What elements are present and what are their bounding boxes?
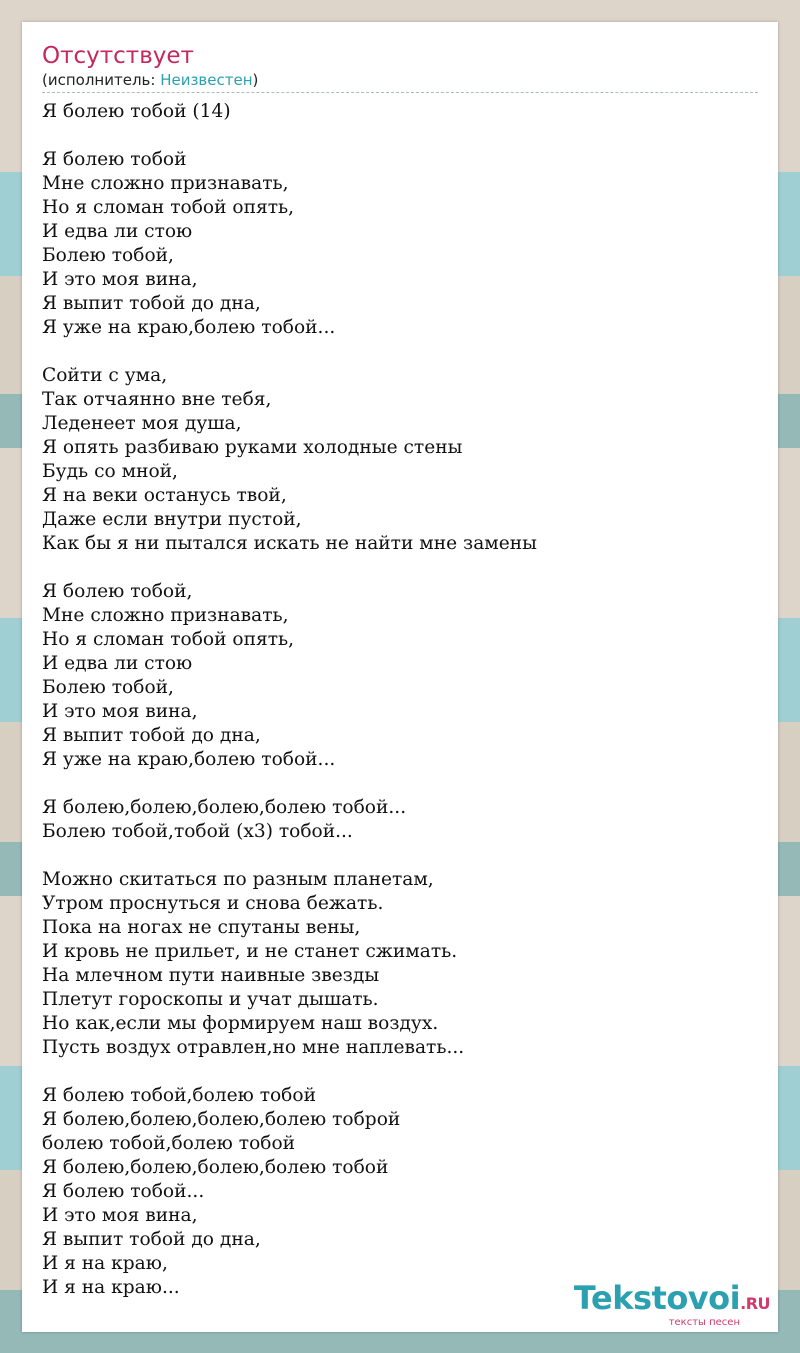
artist-suffix: ) (252, 71, 259, 89)
lyric-line: Сойти с ума, (42, 365, 168, 386)
lyric-line: Я уже на краю,болею тобой... (42, 749, 336, 770)
lyric-line: Но я сломан тобой опять, (42, 629, 295, 650)
lyric-line: И это моя вина, (42, 1205, 198, 1226)
site-logo[interactable] (574, 1281, 770, 1328)
lyric-line: И это моя вина, (42, 701, 198, 722)
lyric-line: Будь со мной, (42, 461, 178, 482)
lyric-line: Пусть воздух отравлен,но мне наплевать... (42, 1037, 465, 1058)
lyric-line: Я выпит тобой до дна, (42, 725, 261, 746)
lyric-line: Мне сложно признавать, (42, 173, 289, 194)
lyric-line: Я болею тобой,болею тобой (42, 1085, 316, 1106)
logo-tagline: тексты песен (668, 1317, 740, 1328)
lyric-line: Я болею,болею,болею,болею тобой (42, 1157, 389, 1178)
lyric-line: И кровь не прильет, и не станет сжимать. (42, 941, 458, 962)
lyric-line: Болею тобой, (42, 677, 174, 698)
lyric-line: Я болею тобой (42, 149, 187, 170)
lyric-line: И это моя вина, (42, 269, 198, 290)
lyric-line: Болею тобой,тобой (x3) тобой... (42, 821, 353, 842)
logo-name: Tekstovoi (573, 1279, 741, 1317)
lyric-line: Я болею тобой, (42, 581, 193, 602)
artist-link[interactable]: Неизвестен (160, 71, 253, 89)
stanza (42, 868, 762, 1060)
stanza-list (42, 148, 762, 1300)
lyric-line: Я на веки останусь твой, (42, 485, 287, 506)
lyric-line: И я на краю, (42, 1253, 168, 1274)
lyric-line: Можно скитаться по разным планетам, (42, 869, 434, 890)
lyric-line: Утром проснуться и снова бежать. (42, 893, 384, 914)
lyric-line: Болею тобой, (42, 245, 174, 266)
lyric-line: И едва ли стою (42, 653, 193, 674)
stanza (42, 148, 762, 340)
logo-tld: .RU (740, 1294, 770, 1313)
page-title: Отсутствует (42, 43, 194, 69)
lyric-line: Я выпит тобой до дна, (42, 293, 261, 314)
lyric-line: Я болею тобой... (42, 1181, 205, 1202)
lyric-line: На млечном пути наивные звезды (42, 965, 380, 986)
lyric-line: болею тобой,болею тобой (42, 1133, 296, 1154)
stanza (42, 1084, 762, 1300)
lyric-line: Я болею,болею,болею,болею тобой... (42, 797, 407, 818)
lyric-line: Я выпит тобой до дна, (42, 1229, 261, 1250)
lyric-line: Как бы я ни пытался искать не найти мне замены (42, 533, 537, 554)
lyric-line: Даже если внутри пустой, (42, 509, 302, 530)
lyric-line: И я на краю... (42, 1277, 180, 1298)
lyrics-body (42, 100, 762, 1300)
lyric-line: Я опять разбиваю руками холодные стены (42, 437, 463, 458)
lyric-line: Но как,если мы формируем наш воздух. (42, 1013, 439, 1034)
artist-prefix: (исполнитель: (42, 71, 161, 89)
lyric-line: Плетут гороскопы и учат дышать. (42, 989, 379, 1010)
lyric-line: И едва ли стою (42, 221, 193, 242)
lyrics-card (22, 22, 778, 1332)
stanza (42, 364, 762, 556)
lyric-line: Я уже на краю,болею тобой... (42, 317, 336, 338)
lyric-line: Пока на ногах не спутаны вены, (42, 917, 361, 938)
song-header (42, 42, 758, 93)
artist-line (42, 70, 758, 90)
lyric-line: Так отчаянно вне тебя, (42, 389, 272, 410)
lyric-line: Но я сломан тобой опять, (42, 197, 295, 218)
stanza (42, 580, 762, 772)
lyric-line: Я болею,болею,болею,болею тоброй (42, 1109, 401, 1130)
lyric-line: Мне сложно признавать, (42, 605, 289, 626)
song-title: Я болею тобой (14) (42, 101, 231, 122)
lyric-line: Леденеет моя душа, (42, 413, 242, 434)
stanza (42, 796, 762, 844)
